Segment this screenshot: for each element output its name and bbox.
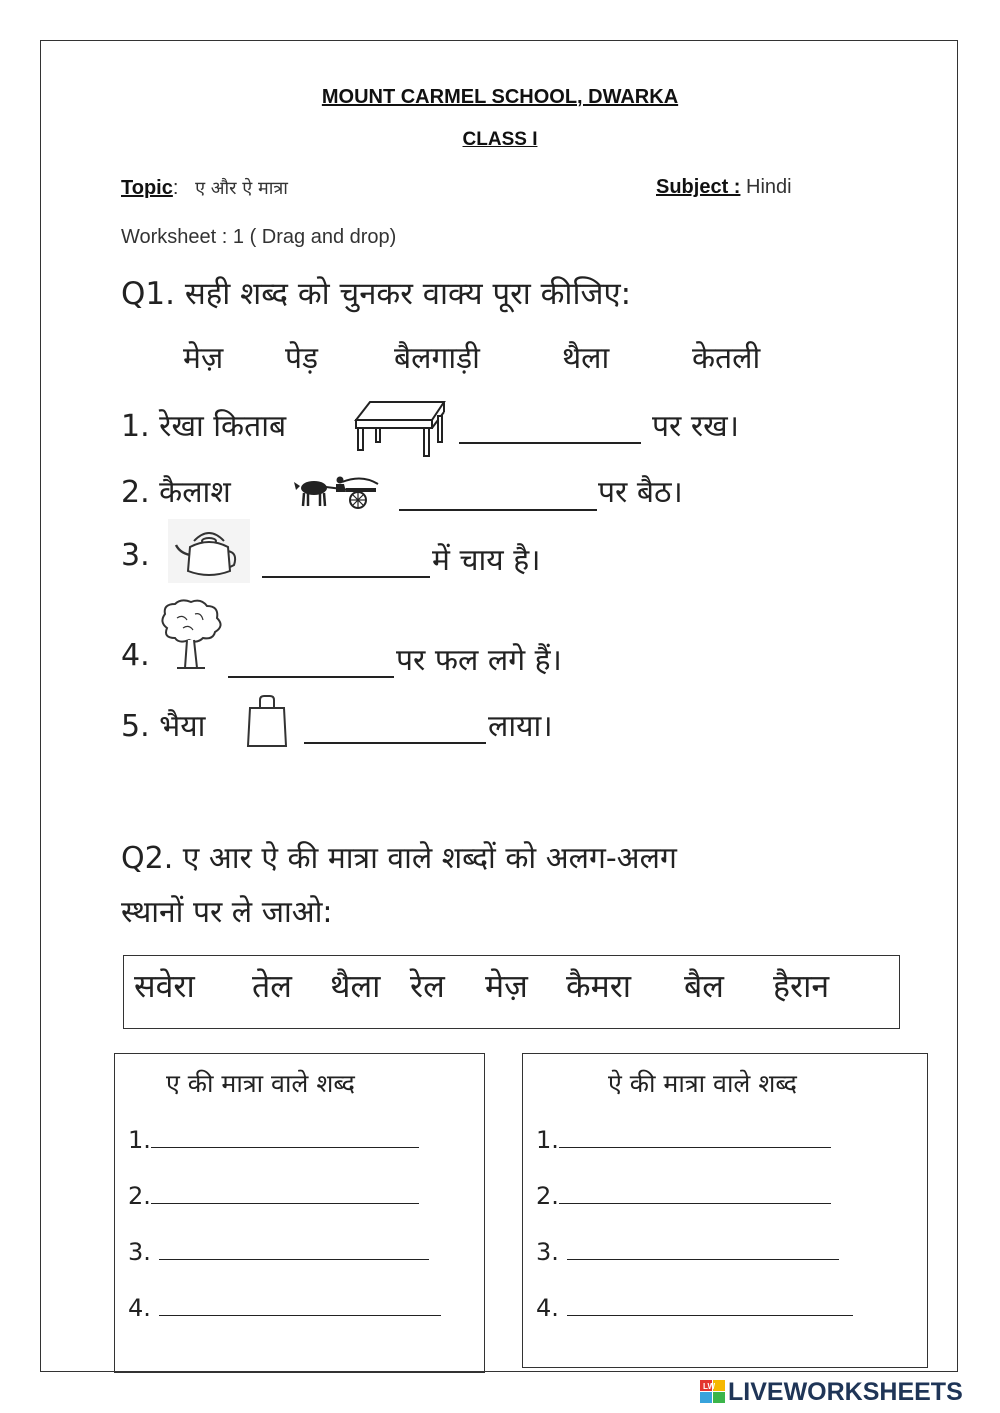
q1-item-5 <box>121 704 205 745</box>
word-pool-item[interactable]: बैल <box>684 967 724 1005</box>
item-text-after: पर बैठ। <box>598 475 683 510</box>
item-number: 1. <box>121 409 150 444</box>
bullock-cart-icon <box>294 474 380 510</box>
answer-blank-1[interactable] <box>459 438 641 444</box>
kettle-icon <box>168 519 250 583</box>
line-number: 1. <box>128 1126 151 1154</box>
tree-icon <box>157 598 225 672</box>
word-bank-item[interactable]: मेज़ <box>183 341 224 376</box>
topic-value: ए और ऐ मात्रा <box>195 178 288 199</box>
line-number: 4. <box>128 1294 151 1322</box>
q1-item-1 <box>121 404 286 445</box>
table-icon <box>354 400 446 458</box>
q1-item-2 <box>121 470 231 511</box>
e-matra-line-4[interactable] <box>128 1294 441 1322</box>
item-text-after: में चाय है। <box>432 543 541 578</box>
item-text-after: पर रख। <box>652 409 740 444</box>
e-matra-line-2[interactable] <box>128 1182 419 1210</box>
item-text-after: लाया। <box>488 709 553 744</box>
q1-title: Q1. सही शब्द को चुनकर वाक्य पूरा कीजिए: <box>121 276 632 312</box>
e-matra-line-3[interactable] <box>128 1238 429 1266</box>
subject-row <box>656 176 792 199</box>
item-number: 5. <box>121 709 150 744</box>
word-pool-item[interactable]: थैला <box>330 967 381 1005</box>
line-number: 3. <box>536 1238 559 1266</box>
line-number: 2. <box>128 1182 151 1210</box>
ai-matra-box-title: ऐ की मात्रा वाले शब्द <box>608 1069 797 1098</box>
item-number: 3. <box>121 538 150 573</box>
word-bank-item[interactable]: पेड़ <box>285 341 319 376</box>
e-matra-box-title: ए की मात्रा वाले शब्द <box>166 1069 355 1098</box>
word-pool-item[interactable]: कैमरा <box>566 967 632 1005</box>
e-matra-line-1[interactable] <box>128 1126 419 1154</box>
svg-text:LW: LW <box>703 1382 715 1391</box>
word-bank-item[interactable]: थैला <box>562 341 610 376</box>
item-number: 4. <box>121 638 150 673</box>
word-pool-item[interactable]: रेल <box>410 967 445 1005</box>
class-label: CLASS I <box>462 129 538 150</box>
q2-title-line-2: स्थानों पर ले जाओ: <box>121 895 333 930</box>
subject-label: Subject : <box>656 176 741 198</box>
line-number: 1. <box>536 1126 559 1154</box>
school-name: MOUNT CARMEL SCHOOL, DWARKA <box>321 86 679 108</box>
answer-blank-2[interactable] <box>399 505 597 511</box>
word-bank-item[interactable]: बैलगाड़ी <box>394 341 480 376</box>
subject-value: Hindi <box>746 176 792 198</box>
item-text-before: कैलाश <box>159 475 231 510</box>
q2-title-line-1: Q2. ए आर ऐ की मात्रा वाले शब्दों को अलग-अलग <box>121 841 677 876</box>
item-text-after: पर फल लगे हैं। <box>396 643 562 678</box>
line-number: 4. <box>536 1294 559 1322</box>
item-number: 2. <box>121 475 150 510</box>
word-pool-item[interactable]: हैरान <box>773 967 830 1005</box>
answer-blank-4[interactable] <box>228 672 394 678</box>
word-pool-item[interactable]: तेल <box>252 967 292 1005</box>
liveworksheets-logo-text: LIVEWORKSHEETS <box>728 1378 963 1406</box>
e-matra-box[interactable] <box>114 1053 485 1373</box>
liveworksheets-logo-icon <box>700 1380 726 1404</box>
ai-matra-line-3[interactable] <box>536 1238 839 1266</box>
line-number: 3. <box>128 1238 151 1266</box>
item-text-before: रेखा किताब <box>159 409 287 444</box>
bag-icon <box>246 694 288 748</box>
word-pool-item[interactable]: सवेरा <box>134 967 195 1005</box>
ai-matra-line-4[interactable] <box>536 1294 853 1322</box>
topic-row: Topic: ए और ऐ मात्रा <box>121 177 288 199</box>
line-number: 2. <box>536 1182 559 1210</box>
topic-label: Topic <box>121 177 173 199</box>
worksheet-label: Worksheet : 1 ( Drag and drop) <box>121 226 397 248</box>
answer-blank-5[interactable] <box>304 738 486 744</box>
word-pool-item[interactable]: मेज़ <box>485 967 528 1005</box>
word-bank-item[interactable]: केतली <box>692 341 761 376</box>
answer-blank-3[interactable] <box>262 572 430 578</box>
ai-matra-line-2[interactable] <box>536 1182 831 1210</box>
ai-matra-line-1[interactable] <box>536 1126 831 1154</box>
item-text-before: भैया <box>159 709 206 744</box>
